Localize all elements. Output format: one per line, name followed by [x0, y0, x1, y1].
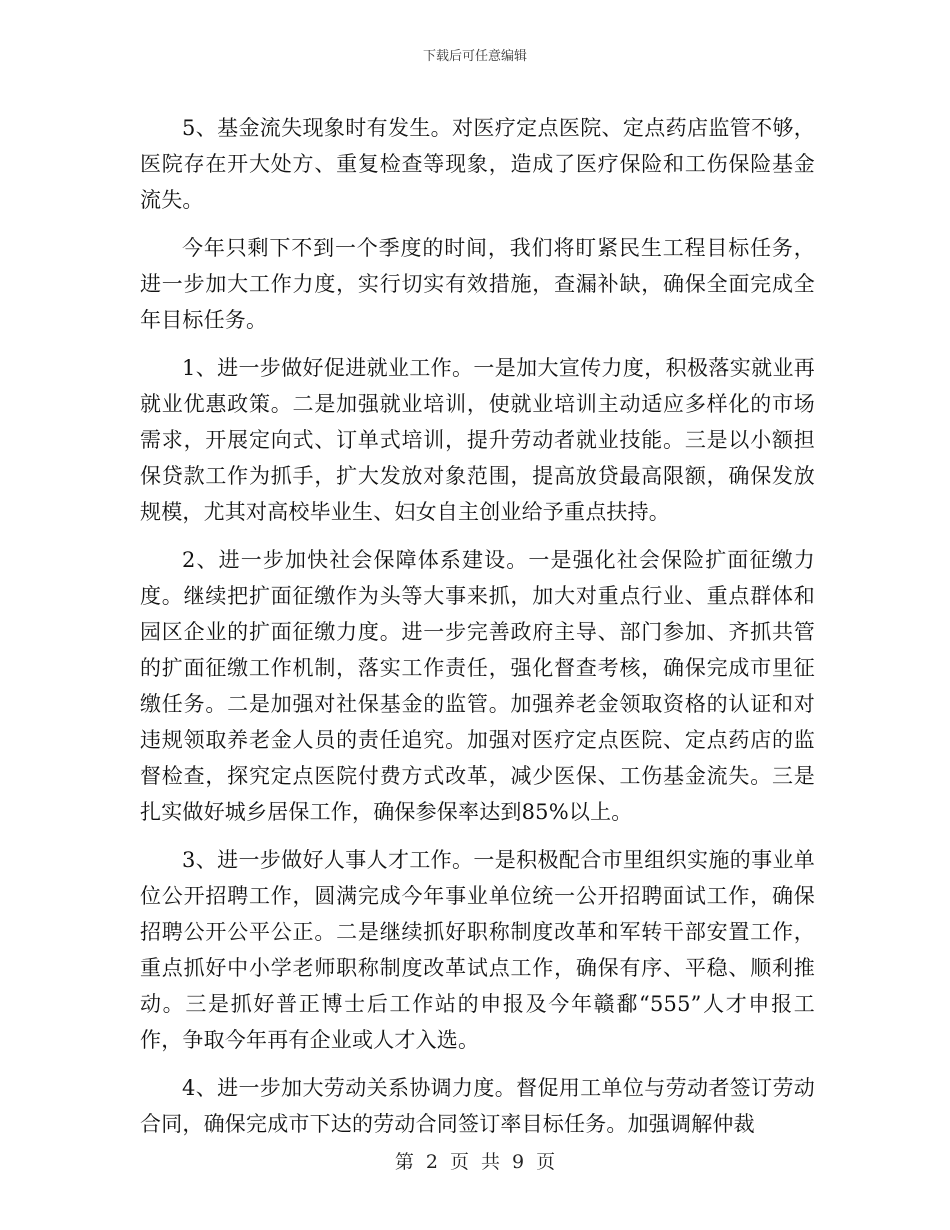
page-footer — [0, 1150, 950, 1174]
header-note: 下载后可任意编辑 — [422, 49, 527, 64]
document-body — [140, 110, 815, 1154]
paragraph-labor-relations: 4、进一步加大劳动关系协调力度。督促用工单位与劳动者签订劳动合同，确保完成市下达的劳动合同签订率目标任务。加强调解仲裁 — [140, 1076, 815, 1136]
footer-total-prefix: 共 — [481, 1151, 501, 1173]
footer-total-pages: 9 — [512, 1151, 525, 1173]
footer-total-suffix: 页 — [536, 1151, 556, 1173]
paragraph-employment: 1、进一步做好促进就业工作。一是加大宣传力度，积极落实就业再就业优惠政策。二是加强就业培训，使就业培训主动适应多样化的市场需求，开展定向式、订单式培训，提升劳动者就业技能。三是以小额担保贷款工作为抓手，扩大发放对象范围，提高放贷最高限额，确保发放规模，尤其对高校毕业生、妇女自主创业给予重点扶持。 — [140, 356, 815, 524]
paragraph-personnel: 3、进一步做好人事人才工作。一是积极配合市里组织实施的事业单位公开招聘工作，圆满完成今年事业单位统一公开招聘面试工作，确保招聘公开公平公正。二是继续抓好职称制度改革和军转干部安置工作，重点抓好中小学老师职称制度改革试点工作，确保有序、平稳、顺利推动。三是抓好普正博士后工作站的申报及今年赣鄱“555”人才申报工作，争取今年再有企业或人才入选。 — [140, 848, 815, 1052]
paragraph-social-security: 2、进一步加快社会保障体系建设。一是强化社会保险扩面征缴力度。继续把扩面征缴作为头等大事来抓，加大对重点行业、重点群体和园区企业的扩面征缴力度。进一步完善政府主导、部门参加、齐抓共管的扩面征缴工作机制，落实工作责任，强化督查考核，确保完成市里征缴任务。二是加强对社保基金的监管。加强养老金领取资格的认证和对违规领取养老金人员的责任追究。加强对医疗定点医院、定点药店的监督检查，探究定点医院付费方式改革，减少医保、工伤基金流失。三是扎实做好城乡居保工作，确保参保率达到85%以上。 — [140, 548, 815, 824]
footer-current-page: 2 — [425, 1151, 438, 1173]
footer-prefix: 第 — [394, 1151, 414, 1173]
footer-page-label: 页 — [449, 1151, 469, 1173]
paragraph-intro: 今年只剩下不到一个季度的时间，我们将盯紧民生工程目标任务，进一步加大工作力度，实行切实有效措施，查漏补缺，确保全面完成全年目标任务。 — [140, 236, 815, 332]
paragraph-fund-loss: 5、基金流失现象时有发生。对医疗定点医院、定点药店监管不够，医院存在开大处方、重复检查等现象，造成了医疗保险和工伤保险基金流失。 — [140, 116, 815, 212]
